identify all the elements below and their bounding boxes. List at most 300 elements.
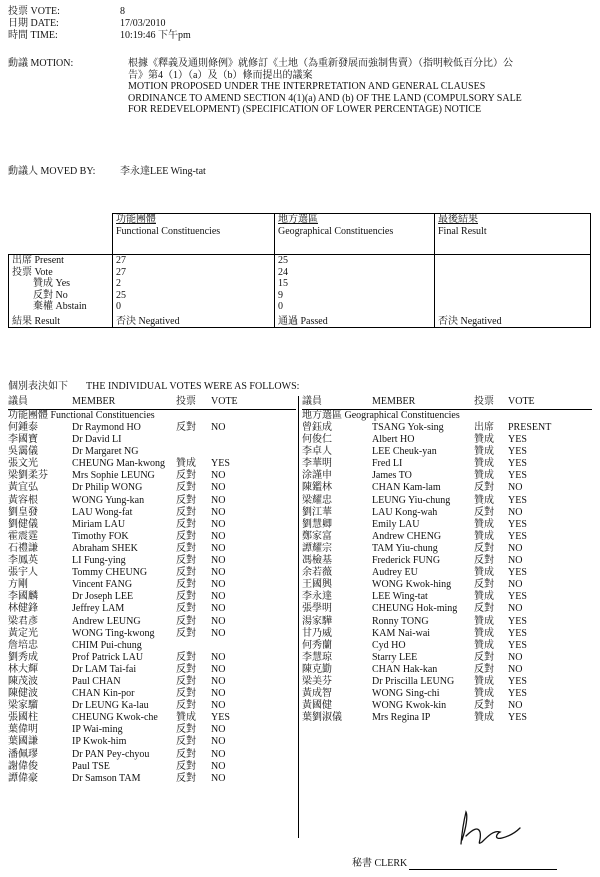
member-vote-zh: 反對: [176, 603, 196, 615]
functional-group-label: 功能團體 Functional Constituencies: [8, 410, 155, 421]
member-name-zh: 石禮謙: [8, 542, 38, 554]
member-vote-zh: 贊成: [474, 615, 494, 627]
member-name-en: Starry LEE: [372, 651, 418, 663]
member-vote-en: NO: [211, 591, 226, 603]
member-row: [302, 676, 592, 688]
member-row: [302, 507, 592, 519]
member-vote-zh: 反對: [176, 615, 196, 627]
member-vote-zh: 贊成: [176, 458, 196, 470]
member-vote-zh: 反對: [176, 663, 196, 675]
member-name-en: Dr David LI: [72, 434, 122, 446]
summary-fc-value: 25: [113, 290, 275, 302]
member-name-en: LI Fung-ying: [72, 555, 126, 567]
mover-row: [8, 166, 206, 178]
mover-label: 動議人 MOVED BY:: [8, 166, 96, 177]
member-name-en: TAM Yiu-chung: [372, 542, 438, 554]
member-vote-en: NO: [211, 567, 226, 579]
member-name-zh: 湯家驊: [302, 615, 332, 627]
motion-line: MOTION PROPOSED UNDER THE INTERPRETATION AND GENERAL CLAUSES: [128, 81, 486, 92]
member-vote-zh: 贊成: [474, 518, 494, 530]
member-vote-en: NO: [508, 579, 523, 591]
member-vote-zh: 贊成: [474, 567, 494, 579]
summary-row-label: 投票 Vote: [9, 267, 113, 279]
member-vote-zh: 出席: [474, 422, 494, 433]
member-row: [8, 434, 296, 446]
member-name-zh: 梁君彥: [8, 615, 38, 627]
member-vote-en: NO: [211, 700, 226, 712]
member-name-en: Dr PAN Pey-chyou: [72, 748, 150, 760]
member-name-en: Dr Joseph LEE: [72, 591, 134, 603]
member-vote-en: YES: [211, 712, 230, 724]
member-vote-en: YES: [508, 470, 527, 482]
member-name-zh: 葉國謙: [8, 736, 38, 748]
member-name-en: Paul TSE: [72, 760, 110, 772]
member-name-zh: 何俊仁: [302, 434, 332, 446]
member-vote-zh: 反對: [176, 675, 196, 687]
member-vote-zh: 反對: [176, 494, 196, 506]
member-vote-zh: 贊成: [474, 458, 494, 470]
vote-label: 投票 VOTE:: [8, 6, 60, 17]
member-name-en: Dr Samson TAM: [72, 772, 141, 784]
member-vote-en: NO: [211, 663, 226, 675]
member-vote-zh: 贊成: [474, 434, 494, 446]
member-row: [302, 616, 592, 628]
member-row: [8, 482, 296, 494]
member-row: [8, 555, 296, 567]
member-name-en: CHAN Kam-lam: [372, 482, 441, 494]
member-vote-en: NO: [211, 530, 226, 542]
member-name-en: LEUNG Yiu-chung: [372, 494, 451, 506]
member-vote-en: NO: [211, 422, 226, 433]
summary-row: [9, 313, 591, 328]
member-row: [302, 603, 592, 615]
member-name-zh: 張文光: [8, 458, 38, 470]
member-vote-en: NO: [211, 627, 226, 639]
member-name-en: LEE Wing-tat: [372, 591, 428, 603]
motion-text: [128, 58, 590, 116]
member-name-zh: 曾鈺成: [302, 422, 332, 433]
member-name-en: CHIM Pui-chung: [72, 639, 142, 651]
member-name-zh: 詹培忠: [8, 639, 38, 651]
member-vote-en: YES: [508, 591, 527, 603]
signature: [456, 806, 526, 848]
member-name-en: CHAN Hak-kan: [372, 663, 438, 675]
member-vote-en: NO: [211, 482, 226, 494]
member-name-en: Timothy FOK: [72, 530, 129, 542]
member-row: [8, 531, 296, 543]
member-row: [8, 700, 296, 712]
member-name-en: WONG Kwok-kin: [372, 700, 447, 712]
summary-table: [8, 213, 591, 328]
member-name-zh: 劉慧卿: [302, 518, 332, 530]
member-row: [302, 652, 592, 664]
member-name-zh: 譚耀宗: [302, 542, 332, 554]
member-vote-zh: 贊成: [474, 446, 494, 458]
member-row: [8, 603, 296, 615]
functional-column: [8, 396, 296, 785]
member-row: [302, 422, 592, 434]
member-vote-en: PRESENT: [508, 422, 552, 433]
member-name-en: WONG Kwok-hing: [372, 579, 452, 591]
member-vote-zh: 反對: [474, 700, 494, 712]
member-vote-en: NO: [508, 555, 523, 567]
member-vote-zh: 反對: [176, 555, 196, 567]
member-vote-zh: 反對: [176, 518, 196, 530]
time-row: [8, 30, 191, 42]
member-vote-zh: 反對: [176, 567, 196, 579]
member-name-zh: 李慧琼: [302, 651, 332, 663]
member-name-zh: 林健鋒: [8, 603, 38, 615]
member-name-zh: 劉江華: [302, 506, 332, 518]
motion-line: ORDINANCE TO AMEND SECTION 4(1)(a) AND (b) OF THE LAND (COMPULSORY SALE: [128, 92, 522, 104]
member-name-zh: 黃國健: [302, 700, 332, 712]
member-name-en: CHEUNG Kwok-che: [72, 712, 158, 724]
member-row: [8, 773, 296, 785]
member-row: [302, 628, 592, 640]
geographical-group-label: 地方選區 Geographical Constituencies: [302, 410, 460, 421]
member-row: [302, 531, 592, 543]
member-name-zh: 黃定光: [8, 627, 38, 639]
clerk-label: 秘書 CLERK: [352, 858, 408, 869]
member-name-en: KAM Nai-wai: [372, 627, 431, 639]
member-vote-zh: 反對: [474, 555, 494, 567]
summary-fc-value: 否決 Negatived: [113, 313, 275, 328]
member-row: [8, 579, 296, 591]
member-vote-zh: 反對: [176, 772, 196, 784]
summary-final-value: [435, 301, 591, 313]
member-name-zh: 王國興: [302, 579, 332, 591]
summary-row: [9, 290, 591, 302]
member-vote-zh: 贊成: [474, 712, 494, 724]
member-vote-en: YES: [508, 530, 527, 542]
member-row: [302, 579, 592, 591]
member-name-zh: 林大輝: [8, 663, 38, 675]
member-name-en: Audrey EU: [372, 567, 418, 579]
date-label: 日期 DATE:: [8, 18, 59, 29]
member-vote-en: NO: [508, 506, 523, 518]
member-vote-zh: 反對: [176, 748, 196, 760]
member-row: [302, 458, 592, 470]
member-row: [302, 591, 592, 603]
member-vote-zh: 反對: [176, 700, 196, 712]
member-name-en: WONG Yung-kan: [72, 494, 145, 506]
summary-row-label: 反對 No: [9, 290, 113, 302]
member-name-zh: 李鳳英: [8, 555, 38, 567]
member-name-en: TSANG Yok-sing: [372, 422, 444, 433]
member-name-zh: 何鍾泰: [8, 422, 38, 433]
member-vote-en: NO: [211, 494, 226, 506]
summary-gc-value: 9: [275, 290, 435, 302]
member-row: [302, 519, 592, 531]
member-vote-en: YES: [508, 567, 527, 579]
member-vote-zh: 反對: [176, 542, 196, 554]
member-name-en: IP Kwok-him: [72, 736, 127, 748]
member-name-en: CHEUNG Hok-ming: [372, 603, 458, 615]
member-vote-zh: 贊成: [474, 627, 494, 639]
summary-row: [9, 267, 591, 279]
member-name-en: LAU Kong-wah: [372, 506, 438, 518]
member-name-zh: 劉皇發: [8, 506, 38, 518]
member-vote-zh: 反對: [474, 542, 494, 554]
member-vote-zh: 贊成: [474, 591, 494, 603]
column-header: 議員 MEMBER 投票 VOTE: [302, 396, 592, 410]
member-name-en: Cyd HO: [372, 639, 406, 651]
member-vote-en: NO: [211, 579, 226, 591]
summary-final-value: [435, 290, 591, 302]
member-name-en: Emily LAU: [372, 518, 420, 530]
motion-line: 根據《釋義及通則條例》就修訂《土地（為重新發展而強制售賣）（指明較低百分比）公: [128, 58, 513, 69]
member-vote-en: NO: [508, 700, 523, 712]
motion-line: FOR REDEVELOPMENT) (SPECIFICATION OF LOWER PERCENTAGE) NOTICE: [128, 104, 482, 115]
member-name-en: Fred LI: [372, 458, 403, 470]
member-row: [302, 664, 592, 676]
vote-number-row: [8, 6, 125, 18]
member-vote-en: NO: [211, 555, 226, 567]
member-vote-en: YES: [508, 712, 527, 724]
summary-gc-value: 0: [275, 301, 435, 313]
member-row: [302, 543, 592, 555]
summary-gc-value: 24: [275, 267, 435, 279]
member-name-en: CHEUNG Man-kwong: [72, 458, 166, 470]
member-name-zh: 李國麟: [8, 591, 38, 603]
date-row: [8, 18, 166, 30]
individual-votes-title: 個別表決如下 THE INDIVIDUAL VOTES WERE AS FOLLOWS:: [8, 381, 300, 392]
member-row: [302, 446, 592, 458]
member-vote-zh: 反對: [176, 688, 196, 700]
member-name-en: James TO: [372, 470, 412, 482]
member-name-en: Dr Philip WONG: [72, 482, 143, 494]
member-vote-zh: 贊成: [474, 675, 494, 687]
member-vote-en: YES: [508, 446, 527, 458]
member-vote-zh: 反對: [474, 579, 494, 591]
member-name-en: WONG Ting-kwong: [72, 627, 155, 639]
member-name-en: Miriam LAU: [72, 518, 126, 530]
summary-row-label: 出席 Present: [9, 255, 113, 267]
summary-final-value: [435, 278, 591, 290]
member-row: [8, 567, 296, 579]
member-name-zh: 張學明: [302, 603, 332, 615]
summary-gc-value: 15: [275, 278, 435, 290]
member-vote-en: NO: [508, 603, 523, 615]
member-row: [8, 519, 296, 531]
summary-row-label: 結果 Result: [9, 313, 113, 328]
member-row: [8, 458, 296, 470]
member-vote-zh: 贊成: [474, 494, 494, 506]
member-vote-zh: 贊成: [474, 639, 494, 651]
member-name-zh: 陳鑑林: [302, 482, 332, 494]
member-vote-en: YES: [508, 434, 527, 446]
member-row: [302, 482, 592, 494]
mover-value: 李永達LEE Wing-tat: [120, 166, 206, 177]
member-name-zh: 劉健儀: [8, 518, 38, 530]
summary-final-value: [435, 267, 591, 279]
member-vote-en: NO: [211, 518, 226, 530]
member-name-en: Dr Raymond HO: [72, 422, 141, 433]
summary-row-label: 棄權 Abstain: [9, 301, 113, 313]
vote-value: 8: [120, 6, 125, 17]
member-vote-zh: 贊成: [176, 712, 196, 724]
member-vote-en: YES: [508, 494, 527, 506]
member-name-zh: 譚偉豪: [8, 772, 38, 784]
member-vote-en: NO: [508, 663, 523, 675]
member-row: [8, 591, 296, 603]
header-geographical: 地方選區 Geographical Constituencies: [275, 214, 435, 255]
member-row: [302, 700, 592, 712]
member-vote-zh: 反對: [474, 663, 494, 675]
summary-gc-value: 25: [275, 255, 435, 267]
summary-fc-value: 27: [113, 255, 275, 267]
column-header: 議員 MEMBER 投票 VOTE: [8, 396, 296, 410]
summary-final-value: [435, 255, 591, 267]
time-value: 10:19:46 下午pm: [120, 30, 191, 41]
summary-fc-value: 0: [113, 301, 275, 313]
member-row: [8, 652, 296, 664]
member-row: [8, 736, 296, 748]
member-name-en: LEE Cheuk-yan: [372, 446, 437, 458]
member-vote-zh: 反對: [176, 724, 196, 736]
member-vote-zh: 贊成: [474, 470, 494, 482]
member-name-en: Mrs Regina IP: [372, 712, 431, 724]
summary-final-value: 否決 Negatived: [435, 313, 591, 328]
member-vote-zh: 反對: [176, 530, 196, 542]
member-vote-en: NO: [211, 736, 226, 748]
member-vote-en: YES: [508, 688, 527, 700]
member-vote-zh: 反對: [176, 627, 196, 639]
member-row: [302, 434, 592, 446]
member-vote-en: NO: [211, 615, 226, 627]
member-name-zh: 葉偉明: [8, 724, 38, 736]
date-value: 17/03/2010: [120, 18, 166, 29]
member-row: [8, 688, 296, 700]
member-vote-zh: 反對: [474, 603, 494, 615]
member-vote-en: NO: [211, 760, 226, 772]
column-divider: [298, 396, 299, 838]
member-row: [8, 422, 296, 434]
member-vote-zh: 反對: [474, 651, 494, 663]
member-name-en: Albert HO: [372, 434, 415, 446]
member-name-zh: 黃容根: [8, 494, 38, 506]
member-vote-en: NO: [508, 482, 523, 494]
member-row: [302, 495, 592, 507]
summary-row: [9, 301, 591, 313]
member-vote-en: YES: [508, 639, 527, 651]
summary-row: [9, 278, 591, 290]
member-vote-zh: 反對: [474, 506, 494, 518]
summary-row: [9, 255, 591, 267]
member-name-zh: 劉秀成: [8, 651, 38, 663]
header-final: 最後結果 Final Result: [435, 214, 591, 255]
member-row: [8, 761, 296, 773]
member-name-zh: 張國柱: [8, 712, 38, 724]
member-name-zh: 葉劉淑儀: [302, 712, 342, 724]
member-name-zh: 李永達: [302, 591, 332, 603]
member-row: [8, 712, 296, 724]
member-row: [8, 676, 296, 688]
member-name-zh: 黃宜弘: [8, 482, 38, 494]
member-name-en: Dr LAM Tai-fai: [72, 663, 137, 675]
member-row: [302, 470, 592, 482]
member-name-zh: 霍震霆: [8, 530, 38, 542]
member-row: [8, 640, 296, 652]
header-functional: 功能團體 Functional Constituencies: [113, 214, 275, 255]
member-vote-en: NO: [211, 470, 226, 482]
motion-label: 動議 MOTION:: [8, 58, 74, 69]
member-name-zh: 梁劉柔芬: [8, 470, 48, 482]
summary-gc-value: 通過 Passed: [275, 313, 435, 328]
member-row: [8, 664, 296, 676]
member-name-en: Abraham SHEK: [72, 542, 138, 554]
member-vote-zh: 反對: [176, 506, 196, 518]
member-vote-en: YES: [508, 518, 527, 530]
clerk-line: [352, 858, 557, 870]
member-vote-zh: 贊成: [474, 688, 494, 700]
member-vote-en: NO: [211, 772, 226, 784]
member-row: [8, 507, 296, 519]
member-vote-zh: 贊成: [474, 530, 494, 542]
member-row: [8, 628, 296, 640]
member-vote-en: YES: [508, 627, 527, 639]
member-name-zh: 甘乃威: [302, 627, 332, 639]
member-row: [8, 446, 296, 458]
member-name-en: CHAN Kin-por: [72, 688, 135, 700]
member-row: [8, 495, 296, 507]
member-name-en: WONG Sing-chi: [372, 688, 440, 700]
member-vote-en: NO: [211, 651, 226, 663]
clerk-signature-line: [409, 861, 557, 870]
member-row: [8, 749, 296, 761]
member-name-en: Vincent FANG: [72, 579, 133, 591]
member-name-zh: 馮檢基: [302, 555, 332, 567]
summary-fc-value: 27: [113, 267, 275, 279]
member-name-zh: 梁家騮: [8, 700, 38, 712]
member-name-zh: 何秀蘭: [302, 639, 332, 651]
member-name-zh: 余若薇: [302, 567, 332, 579]
member-name-en: Dr Margaret NG: [72, 446, 139, 458]
member-name-zh: 潘佩璆: [8, 748, 38, 760]
geographical-column: [302, 396, 592, 724]
member-vote-en: NO: [508, 542, 523, 554]
member-name-en: Dr LEUNG Ka-lau: [72, 700, 149, 712]
member-name-en: Frederick FUNG: [372, 555, 441, 567]
member-name-zh: 梁耀忠: [302, 494, 332, 506]
member-vote-zh: 反對: [176, 470, 196, 482]
member-vote-en: YES: [211, 458, 230, 470]
member-row: [8, 724, 296, 736]
member-name-en: Andrew LEUNG: [72, 615, 141, 627]
member-vote-zh: 反對: [176, 651, 196, 663]
summary-row-label: 贊成 Yes: [9, 278, 113, 290]
member-name-en: Prof Patrick LAU: [72, 651, 144, 663]
member-name-en: Mrs Sophie LEUNG: [72, 470, 155, 482]
member-name-zh: 吳靄儀: [8, 446, 38, 458]
summary-fc-value: 2: [113, 278, 275, 290]
member-vote-zh: 反對: [176, 422, 196, 433]
member-name-en: Tommy CHEUNG: [72, 567, 148, 579]
member-vote-en: NO: [211, 675, 226, 687]
member-vote-zh: 反對: [176, 482, 196, 494]
member-vote-en: NO: [211, 542, 226, 554]
member-name-zh: 陳茂波: [8, 675, 38, 687]
member-row: [302, 688, 592, 700]
member-name-zh: 鄭家富: [302, 530, 332, 542]
time-label: 時間 TIME:: [8, 30, 58, 41]
member-row: [8, 543, 296, 555]
member-name-en: IP Wai-ming: [72, 724, 123, 736]
member-vote-en: NO: [211, 506, 226, 518]
motion-line: 告》第4（1）（a）及（b）條而提出的議案: [128, 69, 313, 81]
member-name-zh: 謝偉俊: [8, 760, 38, 772]
member-vote-zh: 反對: [176, 591, 196, 603]
